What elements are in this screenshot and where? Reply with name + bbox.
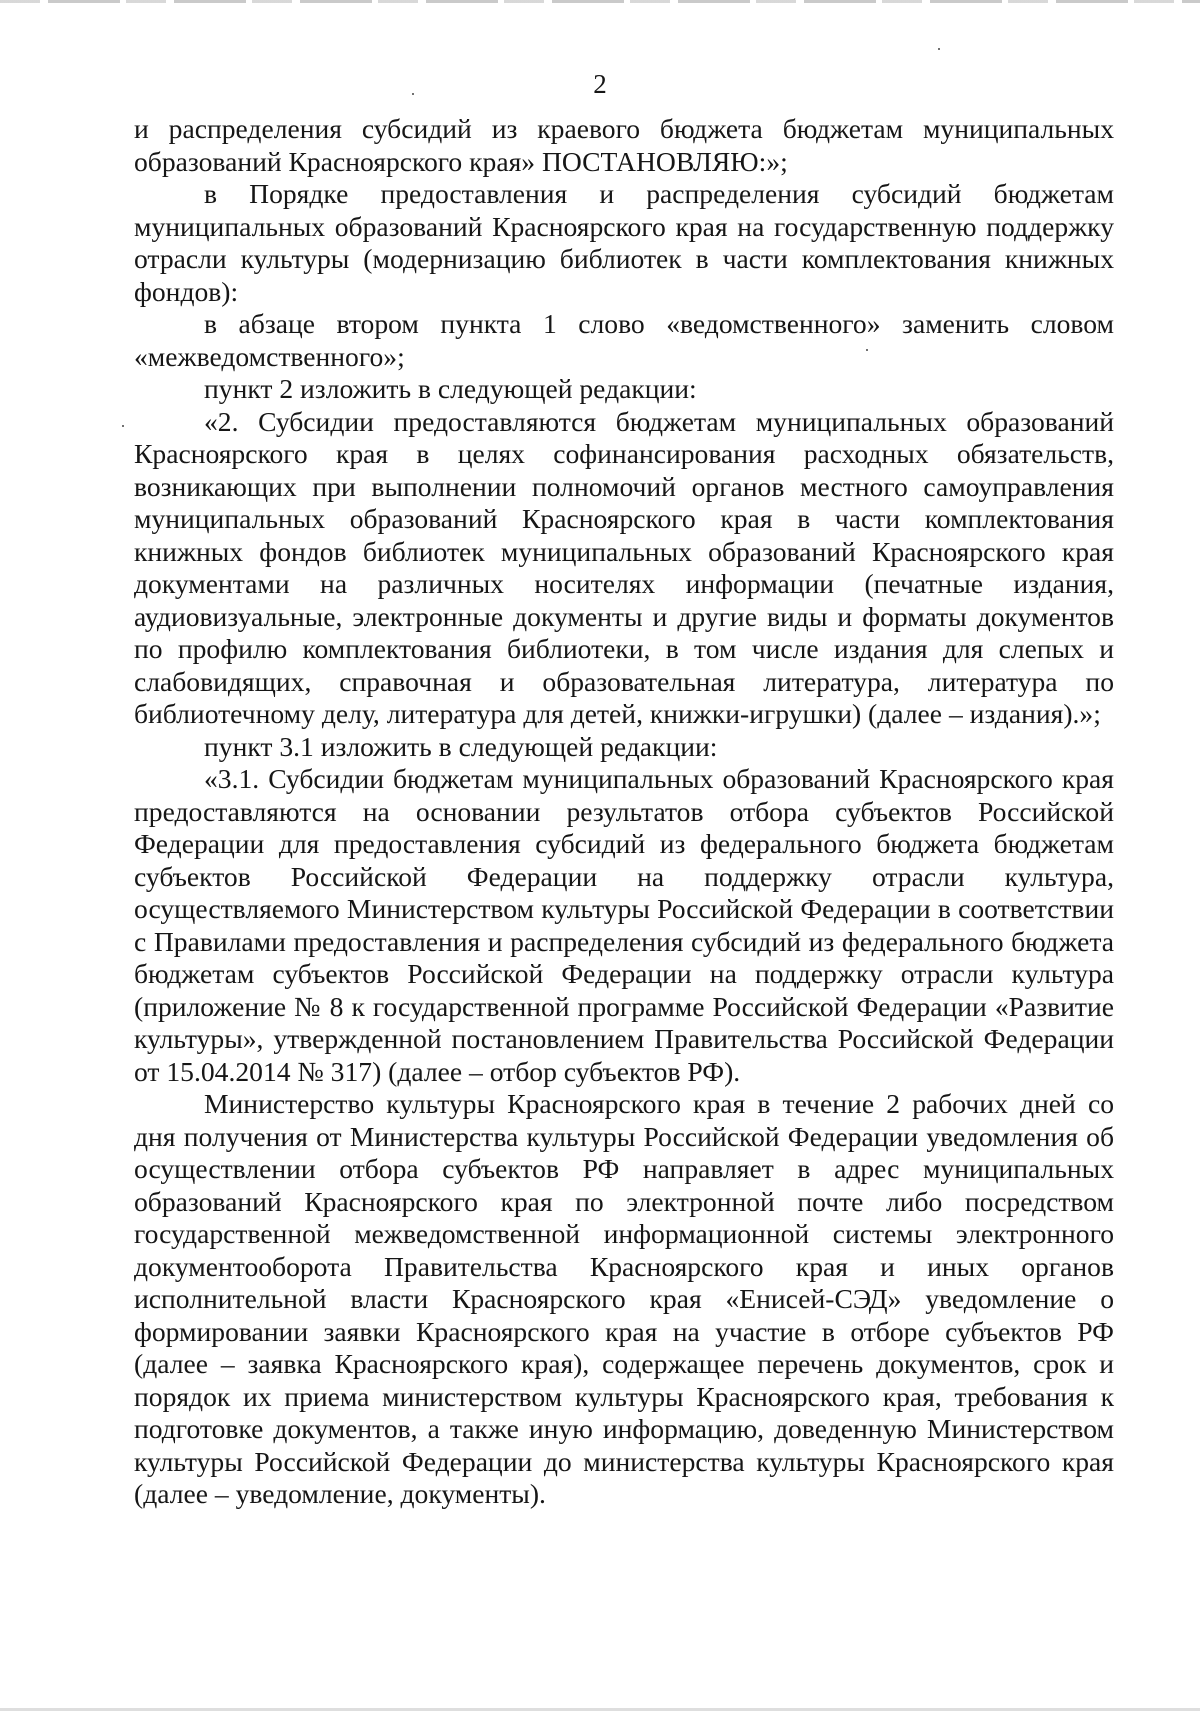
paragraph: пункт 2 изложить в следующей редакции: bbox=[204, 373, 697, 404]
scan-speck bbox=[938, 48, 940, 50]
scan-edge-top bbox=[0, 0, 1200, 3]
paragraph: пункт 3.1 изложить в следующей редакции: bbox=[204, 730, 718, 762]
paragraph: и распределения субсидий из краевого бюджета бюджетам муниципальных образований Красноярского края» ПОСТАНОВЛЯЮ:»; bbox=[134, 113, 1114, 177]
paragraph: в Порядке предоставления и распределения субсидий бюджетам муниципальных образований Красноярского края на государственную поддержку отрасли культуры (модернизацию библиотек в части комплектования книжных фондов): bbox=[134, 178, 1114, 307]
paragraph: Министерство культуры Красноярского края в течение 2 рабочих дней со дня получения от Министерства культуры Российской Федерации уведомления об осуществлении отбора субъектов РФ направляет в адрес муниципальных образований Красноярского края по электронной почте либо посредством государственной межведомственной информационной системы электронного документооборота Правительства Красноярского края и иных органов исполнительной власти Красноярского края «Енисей-СЭД» уведомление о формировании заявки Красноярского края на участие в отборе субъектов РФ (далее – заявка Красноярского края), содержащее перечень документов, срок и порядок их приема министерством культуры Красноярского края, требования к подготовке документов, а также иную информацию, доведенную Министерством культуры Российской Федерации до министерства культуры Красноярского края (далее – уведомление, документы). bbox=[134, 1088, 1114, 1509]
page-number: 2 bbox=[593, 69, 607, 99]
paragraph: «3.1. Субсидии бюджетам муниципальных образований Красноярского края предоставляются на основании результатов отбора субъектов Российской Федерации для предоставления субсидий из федерального бюджета бюджетам субъектов Российской Федерации на поддержку отрасли культура, осуществляемого Министерством культуры Российской Федерации в соответствии с Правилами предоставления и распределения субсидий из федерального бюджета бюджетам субъектов Российской Федерации на поддержку отрасли культура (приложение № 8 к государственной программе Российской Федерации «Развитие культуры», утвержденной постановлением Правительства Российской Федерации от 15.04.2014 № 317) (далее – отбор субъектов РФ). bbox=[134, 763, 1114, 1087]
scan-speck bbox=[122, 425, 124, 427]
paragraph: «2. Субсидии предоставляются бюджетам муниципальных образований Красноярского края в целях софинансирования расходных обязательств, возникающих при выполнении полномочий органов местного самоуправления муниципальных образований Красноярского края в части комплектования книжных фондов библиотек муниципальных образований Красноярского края документами на различных носителях информации (печатные издания, аудиовизуальные, электронные документы и другие виды и форматы документов по профилю комплектования библиотеки, в том числе издания для слепых и слабовидящих, справочная и образовательная литература, литература по библиотечному делу, литература для детей, книжки-игрушки) (далее – издания).»; bbox=[134, 405, 1114, 729]
paragraph: в абзаце втором пункта 1 слово «ведомственного» заменить словом «межведомственного»; bbox=[134, 308, 1114, 372]
document-body bbox=[134, 113, 1114, 1511]
